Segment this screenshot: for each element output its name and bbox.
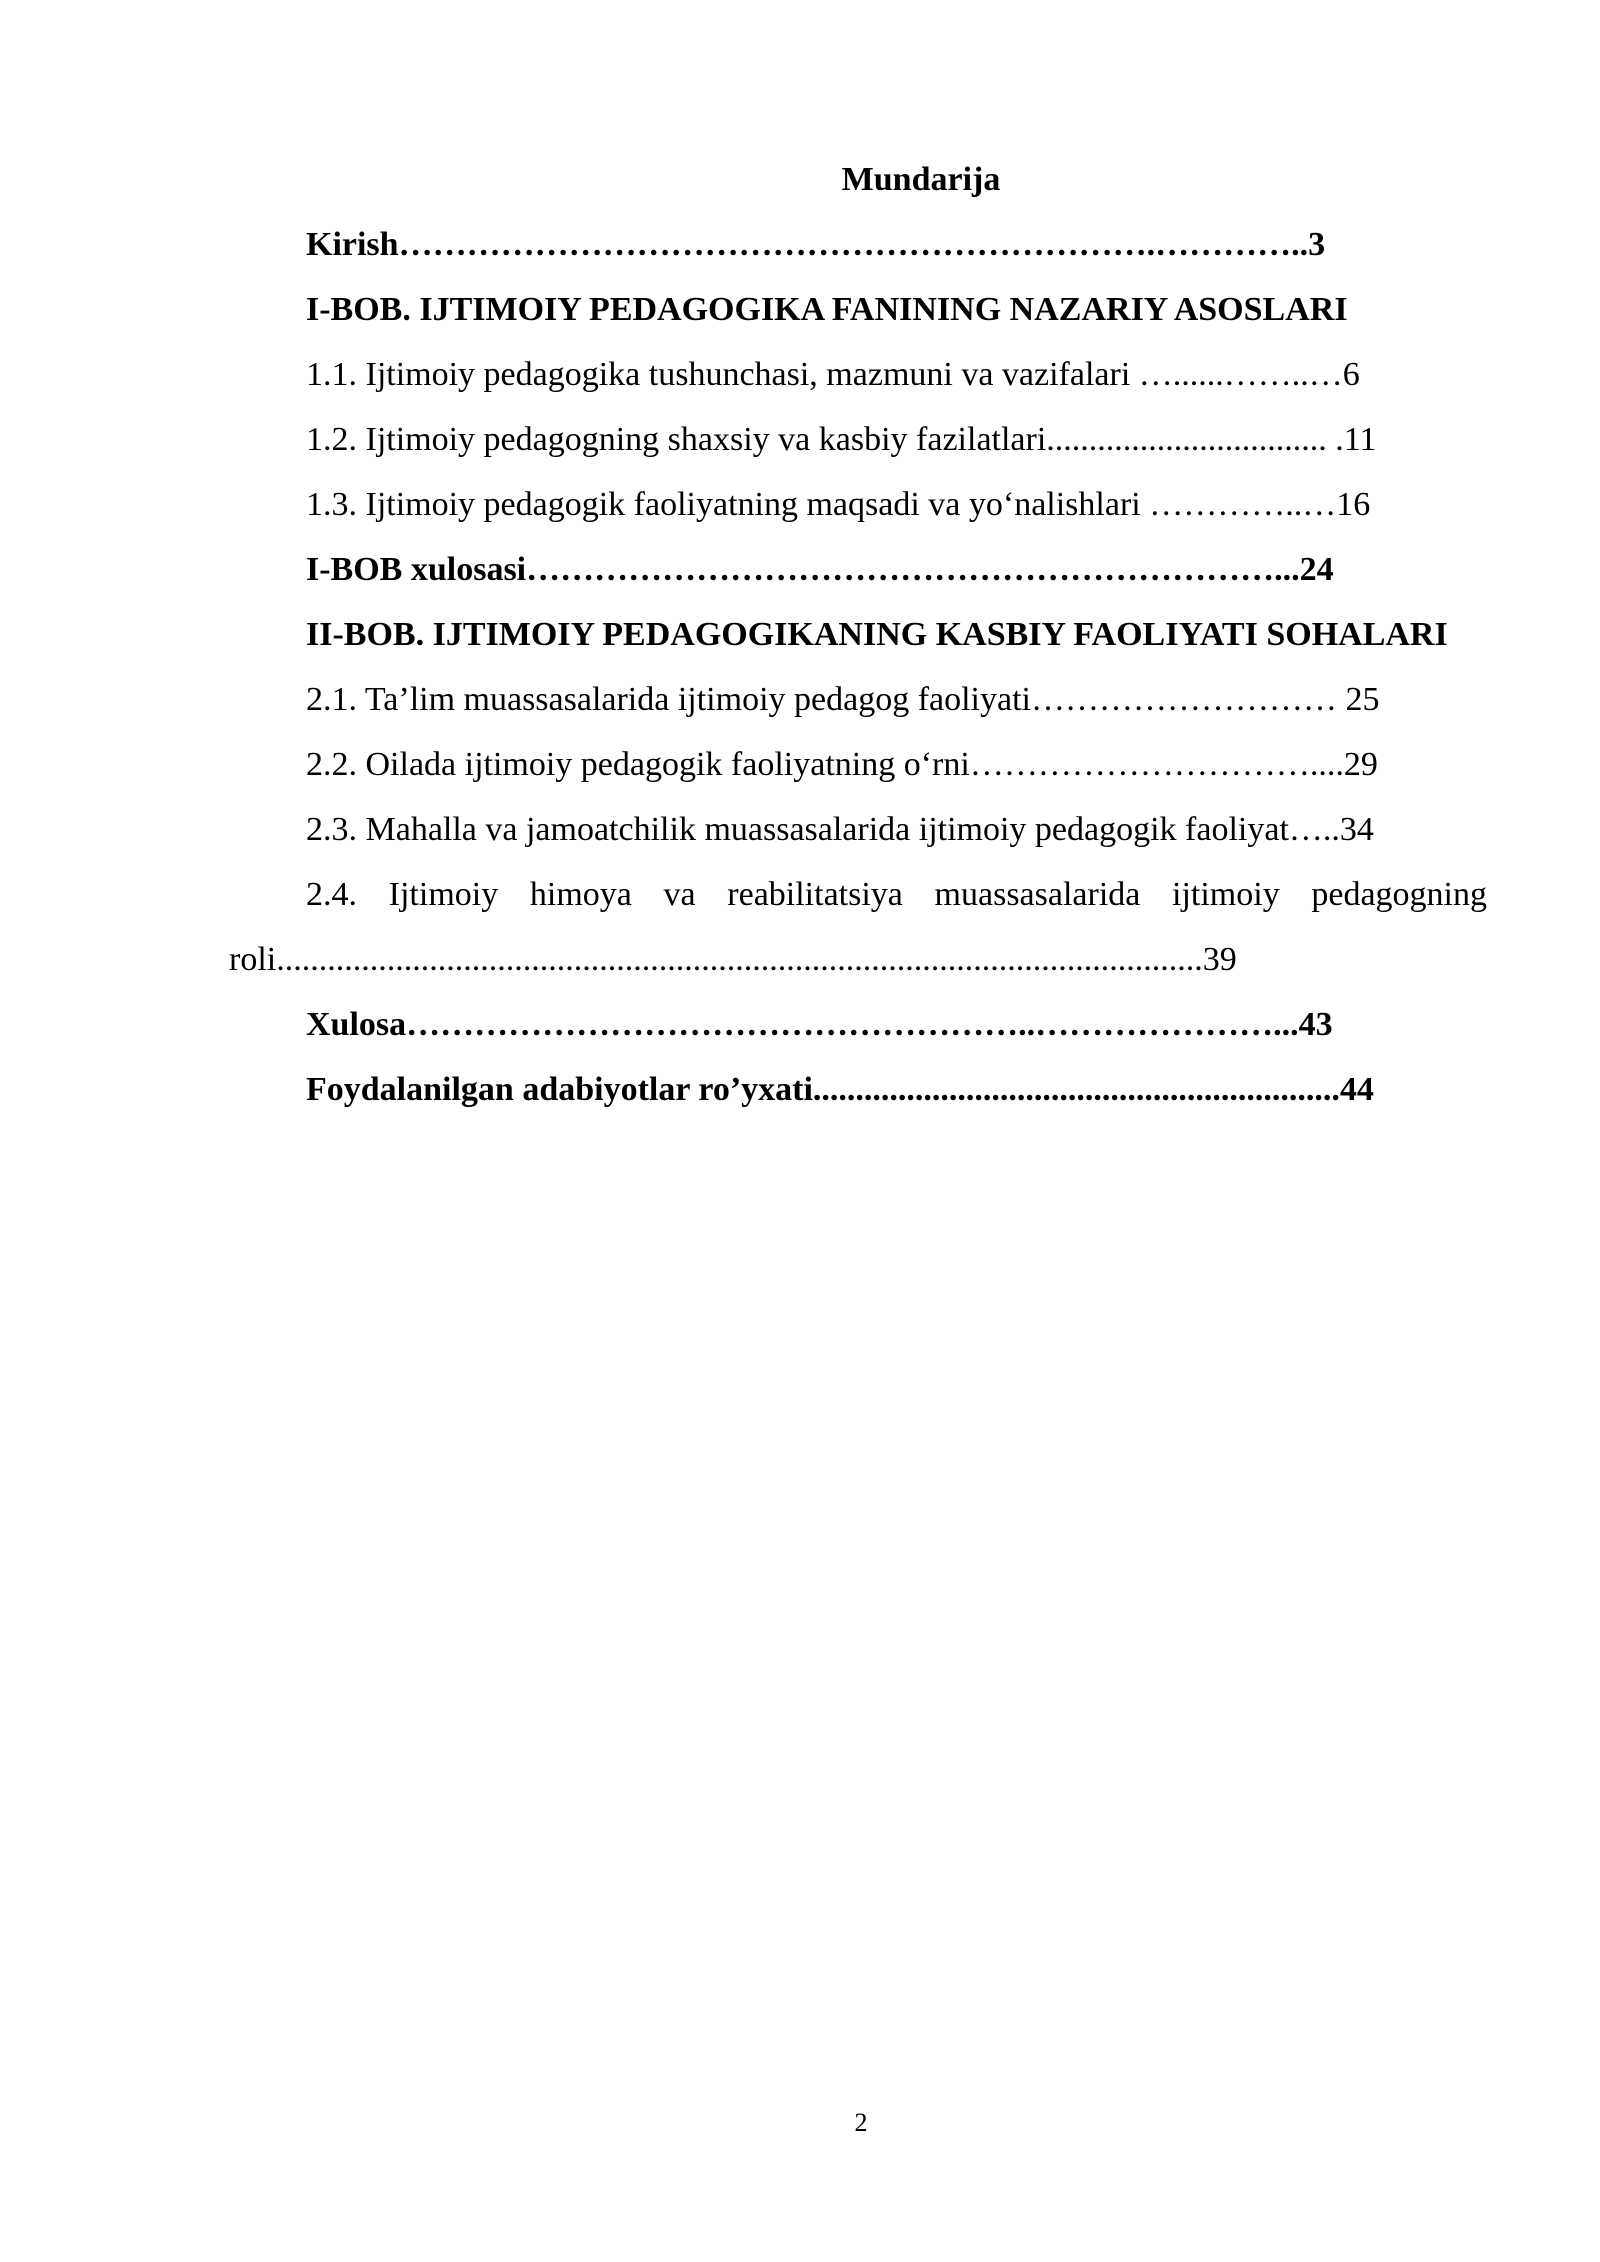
toc-entry-2-2: 2.2. Oilada ijtimoiy pedagogik faoliyatning o‘rni…………………………....29 <box>306 746 1378 783</box>
toc-entry-2-3: 2.3. Mahalla va jamoatchilik muassasalarida ijtimoiy pedagogik faoliyat…..34 <box>306 811 1374 848</box>
toc-entry-chapter-2: II-BOB. IJTIMOIY PEDAGOGIKANING KASBIY FAOLIYATI SOHALARI <box>306 616 1448 653</box>
toc-entry-2-1: 2.1. Ta’lim muassasalarida ijtimoiy pedagog faoliyati……………………… 25 <box>306 681 1380 718</box>
toc-entry-1-3: 1.3. Ijtimoiy pedagogik faoliyatning maqsadi va yo‘nalishlari …………..…16 <box>306 486 1371 523</box>
page-number: 2 <box>854 2108 868 2137</box>
toc-entry-conclusion: Xulosa………………………………………………..…………………...43 <box>306 1006 1333 1043</box>
toc-entry-2-4: 2.4. Ijtimoiy himoya va reabilitatsiya muassasalarida ijtimoiy pedagogning roli.............................................................................................................39 <box>229 876 1487 978</box>
toc-entry-introduction: Kirish………………………………………………………….…………..3 <box>306 226 1326 263</box>
toc-entry-1-1: 1.1. Ijtimoiy pedagogika tushunchasi, mazmuni va vazifalari …......……..…6 <box>306 356 1360 393</box>
table-of-contents <box>229 147 1487 1122</box>
toc-entry-1-2: 1.2. Ijtimoiy pedagogning shaxsiy va kasbiy fazilatlari................................. .11 <box>306 421 1377 458</box>
toc-entry-chapter-1: I-BOB. IJTIMOIY PEDAGOGIKA FANINING NAZARIY ASOSLARI <box>306 291 1348 328</box>
toc-title: Mundarija <box>841 161 1001 198</box>
toc-entry-bibliography: Foydalanilgan adabiyotlar ro’yxati..............................................................44 <box>306 1071 1374 1108</box>
toc-entry-chapter-1-conclusion: I-BOB xulosasi…………………………………………………………...24 <box>306 551 1334 588</box>
